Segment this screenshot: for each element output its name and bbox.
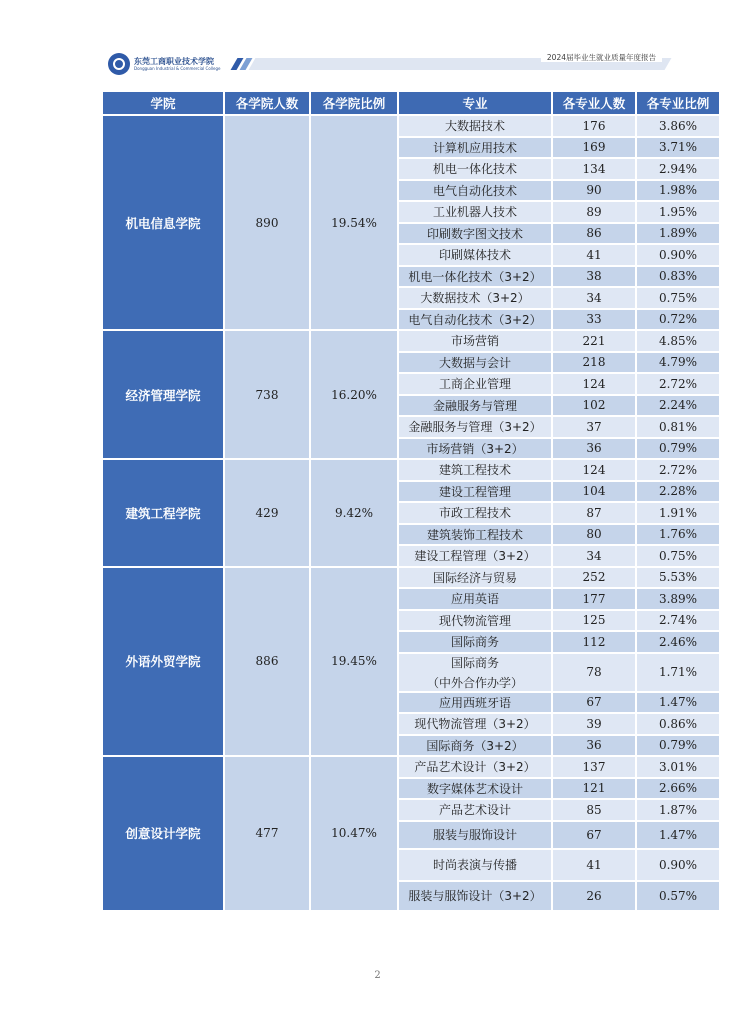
- major-ratio: 0.79%: [637, 439, 719, 459]
- major-name: 金融服务与管理: [399, 396, 551, 416]
- major-ratio: 2.94%: [637, 159, 719, 179]
- school-logo: [108, 52, 238, 76]
- major-ratio: 4.85%: [637, 331, 719, 351]
- major-name: 工商企业管理: [399, 374, 551, 394]
- major-ratio: 1.47%: [637, 822, 719, 848]
- major-ratio: 2.74%: [637, 611, 719, 631]
- major-ratio: 2.72%: [637, 460, 719, 480]
- header-college-count: 各学院人数: [225, 92, 309, 114]
- major-count: 104: [553, 482, 635, 502]
- header-college: 学院: [103, 92, 223, 114]
- major-count: 169: [553, 138, 635, 158]
- major-count: 121: [553, 779, 635, 799]
- college-name: 外语外贸学院: [103, 568, 223, 756]
- college-ratio: 10.47%: [311, 757, 397, 910]
- major-count: 86: [553, 224, 635, 244]
- major-ratio: 3.86%: [637, 116, 719, 136]
- major-count: 124: [553, 374, 635, 394]
- major-ratio: 0.83%: [637, 267, 719, 287]
- major-ratio: 3.71%: [637, 138, 719, 158]
- major-name: 产品艺术设计: [399, 800, 551, 820]
- table-row: [103, 568, 719, 588]
- major-count: 34: [553, 546, 635, 566]
- major-ratio: 5.53%: [637, 568, 719, 588]
- major-name: 电气自动化技术（3+2）: [399, 310, 551, 330]
- major-ratio: 0.57%: [637, 882, 719, 910]
- major-ratio: 1.71%: [637, 654, 719, 691]
- major-count: 252: [553, 568, 635, 588]
- major-name: 建设工程管理: [399, 482, 551, 502]
- major-count: 33: [553, 310, 635, 330]
- major-ratio: 1.87%: [637, 800, 719, 820]
- major-ratio: 1.95%: [637, 202, 719, 222]
- major-count: 38: [553, 267, 635, 287]
- major-name: 市场营销（3+2）: [399, 439, 551, 459]
- major-name: 产品艺术设计（3+2）: [399, 757, 551, 777]
- major-name: 大数据技术: [399, 116, 551, 136]
- major-ratio: 2.46%: [637, 632, 719, 652]
- college-ratio: 19.45%: [311, 568, 397, 756]
- major-count: 85: [553, 800, 635, 820]
- major-name: 建设工程管理（3+2）: [399, 546, 551, 566]
- major-count: 41: [553, 850, 635, 880]
- major-count: 102: [553, 396, 635, 416]
- header-major: 专业: [399, 92, 551, 114]
- college-name: 机电信息学院: [103, 116, 223, 329]
- major-ratio: 4.79%: [637, 353, 719, 373]
- table-row: [103, 331, 719, 351]
- major-ratio: 0.79%: [637, 736, 719, 756]
- major-name: 应用英语: [399, 589, 551, 609]
- table-header-row: [103, 92, 719, 114]
- major-name: 印刷数字图文技术: [399, 224, 551, 244]
- major-count: 89: [553, 202, 635, 222]
- enrollment-table: [101, 90, 721, 912]
- major-count: 36: [553, 439, 635, 459]
- major-count: 78: [553, 654, 635, 691]
- page-header: [108, 52, 668, 76]
- major-ratio: 0.90%: [637, 850, 719, 880]
- table-row: [103, 460, 719, 480]
- major-count: 218: [553, 353, 635, 373]
- major-name: 大数据与会计: [399, 353, 551, 373]
- major-name: 数字媒体艺术设计: [399, 779, 551, 799]
- major-name: 市政工程技术: [399, 503, 551, 523]
- major-ratio: 0.75%: [637, 288, 719, 308]
- major-ratio: 3.89%: [637, 589, 719, 609]
- table-row: [103, 116, 719, 136]
- major-ratio: 0.72%: [637, 310, 719, 330]
- major-name: 建筑工程技术: [399, 460, 551, 480]
- major-name: 印刷媒体技术: [399, 245, 551, 265]
- major-count: 87: [553, 503, 635, 523]
- college-count: 886: [225, 568, 309, 756]
- major-count: 134: [553, 159, 635, 179]
- major-ratio: 2.72%: [637, 374, 719, 394]
- college-count: 477: [225, 757, 309, 910]
- college-name: 创意设计学院: [103, 757, 223, 910]
- major-ratio: 1.89%: [637, 224, 719, 244]
- major-ratio: 0.90%: [637, 245, 719, 265]
- major-ratio: 2.66%: [637, 779, 719, 799]
- major-name: 国际商务: [399, 632, 551, 652]
- major-name-line1: 国际商务: [450, 655, 499, 670]
- major-count: 41: [553, 245, 635, 265]
- major-ratio: 0.75%: [637, 546, 719, 566]
- major-name: 现代物流管理（3+2）: [399, 714, 551, 734]
- header-major-count: 各专业人数: [553, 92, 635, 114]
- major-count: 80: [553, 525, 635, 545]
- major-count: 177: [553, 589, 635, 609]
- major-name: 计算机应用技术: [399, 138, 551, 158]
- major-count: 37: [553, 417, 635, 437]
- major-name: 建筑装饰工程技术: [399, 525, 551, 545]
- school-name-cn: 东莞工商职业技术学院: [134, 56, 214, 66]
- college-count: 738: [225, 331, 309, 458]
- major-name: 机电一体化技术: [399, 159, 551, 179]
- major-count: 221: [553, 331, 635, 351]
- major-name: 大数据技术（3+2）: [399, 288, 551, 308]
- major-name: 现代物流管理: [399, 611, 551, 631]
- school-name-en: Dongguan Industrial & Commercial College: [134, 66, 221, 71]
- major-count: 67: [553, 693, 635, 713]
- major-count: 26: [553, 882, 635, 910]
- major-name: 时尚表演与传播: [399, 850, 551, 880]
- major-count: 124: [553, 460, 635, 480]
- major-ratio: 3.01%: [637, 757, 719, 777]
- major-count: 90: [553, 181, 635, 201]
- table-body: [103, 116, 719, 910]
- major-count: 34: [553, 288, 635, 308]
- major-name: 服装与服饰设计: [399, 822, 551, 848]
- college-ratio: 19.54%: [311, 116, 397, 329]
- college-name: 经济管理学院: [103, 331, 223, 458]
- major-ratio: 2.24%: [637, 396, 719, 416]
- major-count: 67: [553, 822, 635, 848]
- major-count: 36: [553, 736, 635, 756]
- major-name: [399, 654, 551, 691]
- college-count: 890: [225, 116, 309, 329]
- major-ratio: 2.28%: [637, 482, 719, 502]
- major-name: 服装与服饰设计（3+2）: [399, 882, 551, 910]
- major-count: 125: [553, 611, 635, 631]
- major-name: 工业机器人技术: [399, 202, 551, 222]
- table-row: [103, 757, 719, 777]
- report-title: 2024届毕业生就业质量年度报告: [541, 52, 662, 64]
- major-name-line2: （中外合作办学）: [426, 675, 523, 690]
- major-ratio: 1.76%: [637, 525, 719, 545]
- page-number: 2: [374, 970, 381, 981]
- major-count: 112: [553, 632, 635, 652]
- header-college-ratio: 各学院比例: [311, 92, 397, 114]
- major-ratio: 1.98%: [637, 181, 719, 201]
- major-name: 金融服务与管理（3+2）: [399, 417, 551, 437]
- major-name: 国际经济与贸易: [399, 568, 551, 588]
- major-ratio: 0.81%: [637, 417, 719, 437]
- major-ratio: 1.47%: [637, 693, 719, 713]
- major-ratio: 0.86%: [637, 714, 719, 734]
- college-name: 建筑工程学院: [103, 460, 223, 566]
- major-count: 176: [553, 116, 635, 136]
- college-ratio: 9.42%: [311, 460, 397, 566]
- college-count: 429: [225, 460, 309, 566]
- major-name: 机电一体化技术（3+2）: [399, 267, 551, 287]
- major-name: 国际商务（3+2）: [399, 736, 551, 756]
- school-emblem-icon: [108, 53, 130, 75]
- major-name: 电气自动化技术: [399, 181, 551, 201]
- header-major-ratio: 各专业比例: [637, 92, 719, 114]
- college-ratio: 16.20%: [311, 331, 397, 458]
- major-count: 137: [553, 757, 635, 777]
- major-count: 39: [553, 714, 635, 734]
- major-ratio: 1.91%: [637, 503, 719, 523]
- major-name: 应用西班牙语: [399, 693, 551, 713]
- major-name: 市场营销: [399, 331, 551, 351]
